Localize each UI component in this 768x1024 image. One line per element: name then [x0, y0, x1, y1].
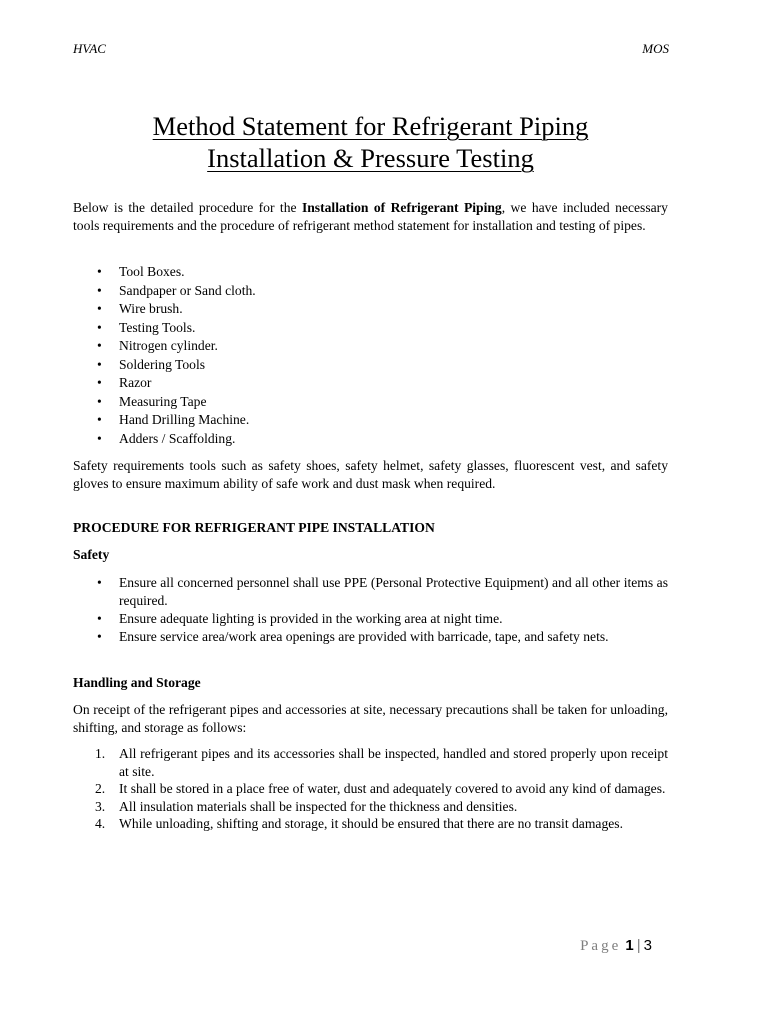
page-label: Page	[580, 938, 622, 954]
handling-heading: Handling and Storage	[73, 675, 201, 690]
list-item: • Ensure all concerned personnel shall use PPE (Personal Protective Equipment) and all other items as required.	[73, 574, 668, 610]
total-pages: 3	[643, 937, 652, 954]
list-item: • Soldering Tools	[73, 356, 668, 375]
list-item: • Wire brush.	[73, 300, 668, 319]
list-item: • Razor	[73, 374, 668, 393]
list-text: All insulation materials shall be inspected for the thickness and densities.	[119, 798, 518, 814]
list-number: 2.	[95, 781, 106, 797]
list-number: 4.	[95, 816, 106, 832]
page-separator: |	[636, 937, 641, 954]
title-line-1: Method Statement for Refrigerant Piping	[152, 111, 589, 141]
list-text: All refrigerant pipes and its accessories shall be inspected, handled and stored properly upon receipt at site.	[119, 746, 668, 779]
document-title	[73, 110, 668, 174]
safety-requirements-paragraph: Safety requirements tools such as safety shoes, safety helmet, safety glasses, fluorescent vest, and safety gloves to ensure maximum ability of safe work and dust mask when required.	[73, 458, 668, 491]
list-item: • Measuring Tape	[73, 393, 668, 412]
safety-list	[73, 574, 668, 646]
tools-list	[73, 263, 668, 448]
header-right: MOS	[642, 41, 669, 56]
intro-pre: Below is the detailed procedure for the	[73, 200, 302, 215]
intro-paragraph	[73, 199, 668, 235]
list-item: • Sandpaper or Sand cloth.	[73, 282, 668, 301]
header-left: HVAC	[73, 41, 106, 56]
list-item: • Testing Tools.	[73, 319, 668, 338]
list-item: • Hand Drilling Machine.	[73, 411, 668, 430]
procedure-heading: PROCEDURE FOR REFRIGERANT PIPE INSTALLATION	[73, 520, 435, 535]
current-page: 1	[625, 937, 634, 954]
list-item	[73, 815, 668, 833]
list-item	[73, 780, 668, 798]
list-number: 1.	[95, 746, 106, 761]
list-text: While unloading, shifting and storage, it should be ensured that there are no transit damages.	[119, 816, 623, 832]
list-text: It shall be stored in a place free of water, dust and adequately covered to avoid any kind of damages.	[119, 781, 666, 797]
list-item	[73, 798, 668, 816]
list-item: • Ensure service area/work area openings are provided with barricade, tape, and safety nets.	[73, 628, 668, 646]
handling-list	[73, 745, 668, 833]
list-item: • Tool Boxes.	[73, 263, 668, 282]
list-number: 3.	[95, 798, 106, 814]
handling-intro: On receipt of the refrigerant pipes and accessories at site, necessary precautions shall be taken for unloading, shifting, and storage as follows:	[73, 702, 668, 735]
safety-heading: Safety	[73, 547, 110, 562]
page-footer	[580, 937, 652, 955]
list-item: • Ensure adequate lighting is provided in the working area at night time.	[73, 610, 668, 628]
list-item: • Adders / Scaffolding.	[73, 430, 668, 449]
intro-post: , we have included necessary tools requirements and the procedure of refrigerant method statement for installation and testing of pipes.	[73, 200, 668, 233]
list-item: • Nitrogen cylinder.	[73, 337, 668, 356]
title-line-2: Installation & Pressure Testing	[207, 143, 534, 173]
intro-bold: Installation of Refrigerant Piping	[301, 200, 502, 215]
list-item	[73, 745, 668, 780]
